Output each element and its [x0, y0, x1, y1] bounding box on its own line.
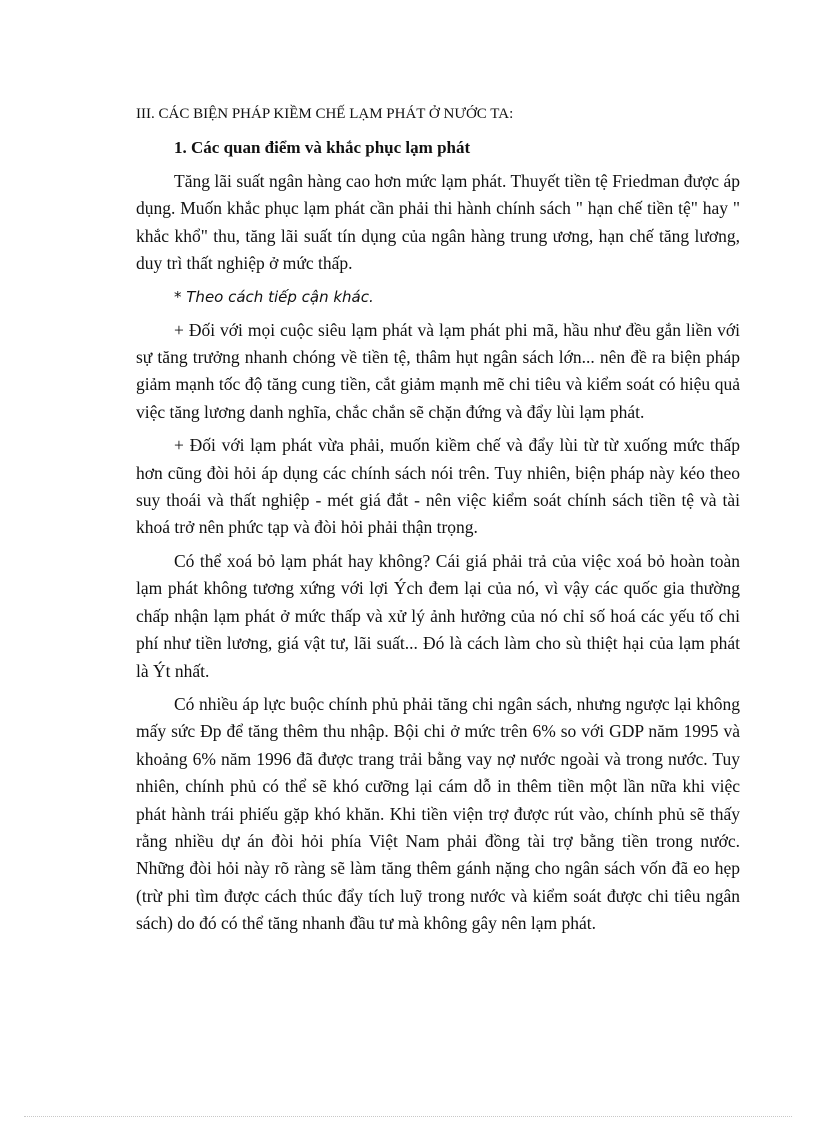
- section-heading: III. CÁC BIỆN PHÁP KIỀM CHẾ LẠM PHÁT Ở NƯỚC TA:: [136, 106, 514, 122]
- paragraph-budget-pressure: Có nhiều áp lực buộc chính phủ phải tăng chi ngân sách, nhưng ngược lại không mấy sức Ðp để tăng thêm thu nhập. Bội chi ở mức trên 6% so với GDP năm 1995 và khoảng 6% năm 1996 đã được trang trải bằng vay nợ nước ngoài và trong nước. Tuy nhiên, chính phủ có thể sẽ khó cưỡng lại cám dỗ in thêm tiền một lần nữa khi việc phát hành trái phiếu gặp khó khăn. Khi tiền viện trợ được rút vào, chính phủ sẽ thấy rằng nhiều dự án đòi hỏi phía Việt Nam phải đồng tài trợ bằng tiền trong nước. Những đòi hỏi này rõ ràng sẽ làm tăng thêm gánh nặng cho ngân sách vốn đã eo hẹp (trừ phi tìm được cách thúc đẩy tích luỹ trong nước và kiểm soát được chi tiêu ngân sách) do đó có thể tăng nhanh đầu tư mà không gây nên lạm phát.: [136, 693, 740, 934]
- page-bottom-divider: [24, 1116, 792, 1117]
- paragraph-interest-rate: Tăng lãi suất ngân hàng cao hơn mức lạm phát. Thuyết tiền tệ Friedman được áp dụng. Muốn khắc phục lạm phát cần phải thi hành chính sách " hạn chế tiền tệ" hay " khắc khổ" thu, tăng lãi suất tín dụng của ngân hàng trung ương, hạn chế tăng lương, duy trì thất nghiệp ở mức thấp.: [136, 171, 740, 274]
- paragraph-eliminate-inflation: Có thể xoá bỏ lạm phát hay không? Cái giá phải trả của việc xoá bỏ hoàn toàn lạm phát không tương xứng với lợi Ých đem lại của nó, vì vậy các quốc gia thường chấp nhận lạm phát ở mức thấp và xử lý ảnh hưởng của nó chỉ số hoá các yếu tố chi phí như tiền lương, giá vật tư, lãi suất... Đó là cách làm cho sù thiệt hại của lạm phát là Ýt nhất.: [136, 550, 740, 681]
- paragraph-other-approach: * Theo cách tiếp cận khác.: [174, 287, 374, 306]
- subheading: 1. Các quan điểm và khắc phục lạm phát: [174, 138, 471, 157]
- document-page: [136, 104, 740, 944]
- paragraph-moderate-inflation: + Đối với lạm phát vừa phải, muốn kiềm chế và đẩy lùi từ từ xuống mức thấp hơn cũng đòi hỏi áp dụng các chính sách nói trên. Tuy nhiên, biện pháp này kéo theo suy thoái và thất nghiệp - mét giá đắt - nên việc kiểm soát chính sách tiền tệ và tài khoá trở nên phức tạp và đòi hỏi phải thận trọng.: [136, 435, 740, 538]
- paragraph-hyperinflation: + Đối với mọi cuộc siêu lạm phát và lạm phát phi mã, hầu như đều gắn liền với sự tăng trưởng nhanh chóng về tiền tệ, thâm hụt ngân sách lớn... nên đề ra biện pháp giảm mạnh tốc độ tăng cung tiền, cắt giảm mạnh mẽ chi tiêu và kiểm soát có hiệu quả việc tăng lương danh nghĩa, chắc chắn sẽ chặn đứng và đẩy lùi lạm phát.: [136, 319, 740, 422]
